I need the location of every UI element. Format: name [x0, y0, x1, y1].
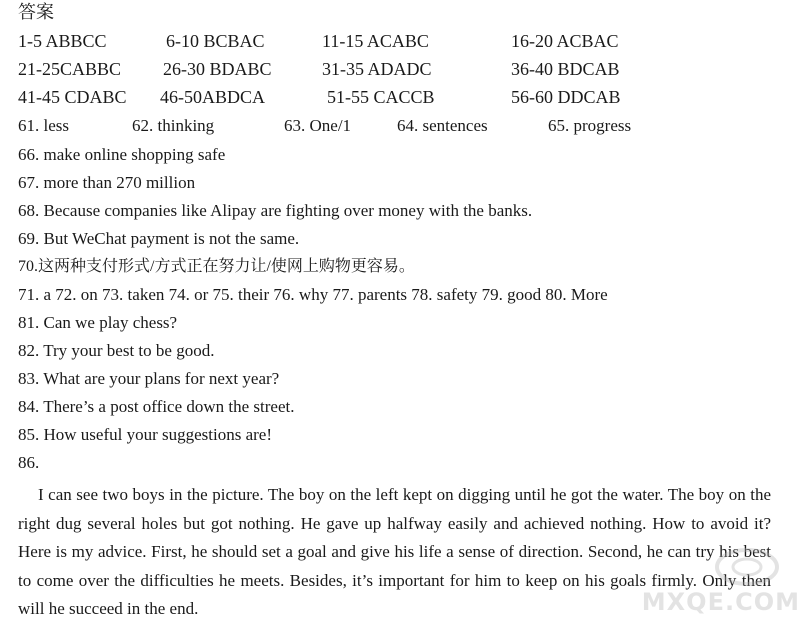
mc-answer-group: 31-35 ADADC	[322, 59, 432, 79]
mc-answer-group: 41-45 CDABC	[18, 87, 127, 107]
answer-line: 85. How useful your suggestions are!	[18, 425, 273, 444]
mc-answer-group: 21-25CABBC	[18, 59, 122, 79]
mc-answer-group: 56-60 DDCAB	[511, 87, 621, 107]
essay-paragraph: I can see two boys in the picture. The boy on the left kept on digging until he got the water. The boy on the right dug several holes but got nothing. He gave up halfway easily and achieved nothing. How to avoid it? Here is my advice. First, he should set a goal and give his life a sense of direction. Second, he can try his best to come over the difficulties he meets. Besides, it’s important for him to keep on his goals firmly. Only then will he succeed in the end.	[18, 485, 771, 618]
answer-line: 69. But WeChat payment is not the same.	[18, 229, 300, 248]
answer-line: 83. What are your plans for next year?	[18, 369, 280, 388]
mc-answer-group: 51-55 CACCB	[327, 87, 435, 107]
mc-answer-group: 16-20 ACBAC	[511, 31, 619, 51]
mc-row	[0, 58, 810, 80]
watermark-text: MXQE.COM	[641, 588, 800, 616]
answer-line: 86.	[18, 453, 40, 472]
mc-answer-group: 1-5 ABBCC	[18, 31, 107, 51]
fill-in-row	[0, 115, 810, 137]
mc-row	[0, 86, 810, 108]
mc-answer-group: 11-15 ACABC	[322, 31, 429, 51]
answer-line: 70.这两种支付形式/方式正在努力让/使网上购物更容易。	[18, 258, 415, 275]
answer-line: 84. There’s a post office down the street.	[18, 397, 295, 416]
fill-in-answer: 63. One/1	[284, 116, 352, 135]
mc-row	[0, 30, 810, 52]
fill-in-answer: 65. progress	[548, 116, 632, 135]
fill-in-answer: 62. thinking	[132, 116, 215, 135]
fill-in-answer: 64. sentences	[397, 116, 488, 135]
page-title: 答案	[18, 2, 54, 22]
watermark-logo-icon	[712, 546, 782, 588]
answer-line: 71. a 72. on 73. taken 74. or 75. their 76. why 77. parents 78. safety 79. good 80. More	[18, 285, 608, 304]
mc-answer-group: 46-50ABDCA	[160, 87, 266, 107]
answer-line: 82. Try your best to be good.	[18, 341, 215, 360]
answer-line: 66. make online shopping safe	[18, 145, 226, 164]
watermark	[641, 546, 800, 616]
mc-answer-group: 36-40 BDCAB	[511, 59, 620, 79]
mc-answer-group: 26-30 BDABC	[163, 59, 272, 79]
answer-line: 67. more than 270 million	[18, 173, 196, 192]
fill-in-answer: 61. less	[18, 116, 69, 135]
answer-line: 68. Because companies like Alipay are fighting over money with the banks.	[18, 201, 533, 220]
mc-answer-group: 6-10 BCBAC	[166, 31, 265, 51]
answer-line: 81. Can we play chess?	[18, 313, 178, 332]
